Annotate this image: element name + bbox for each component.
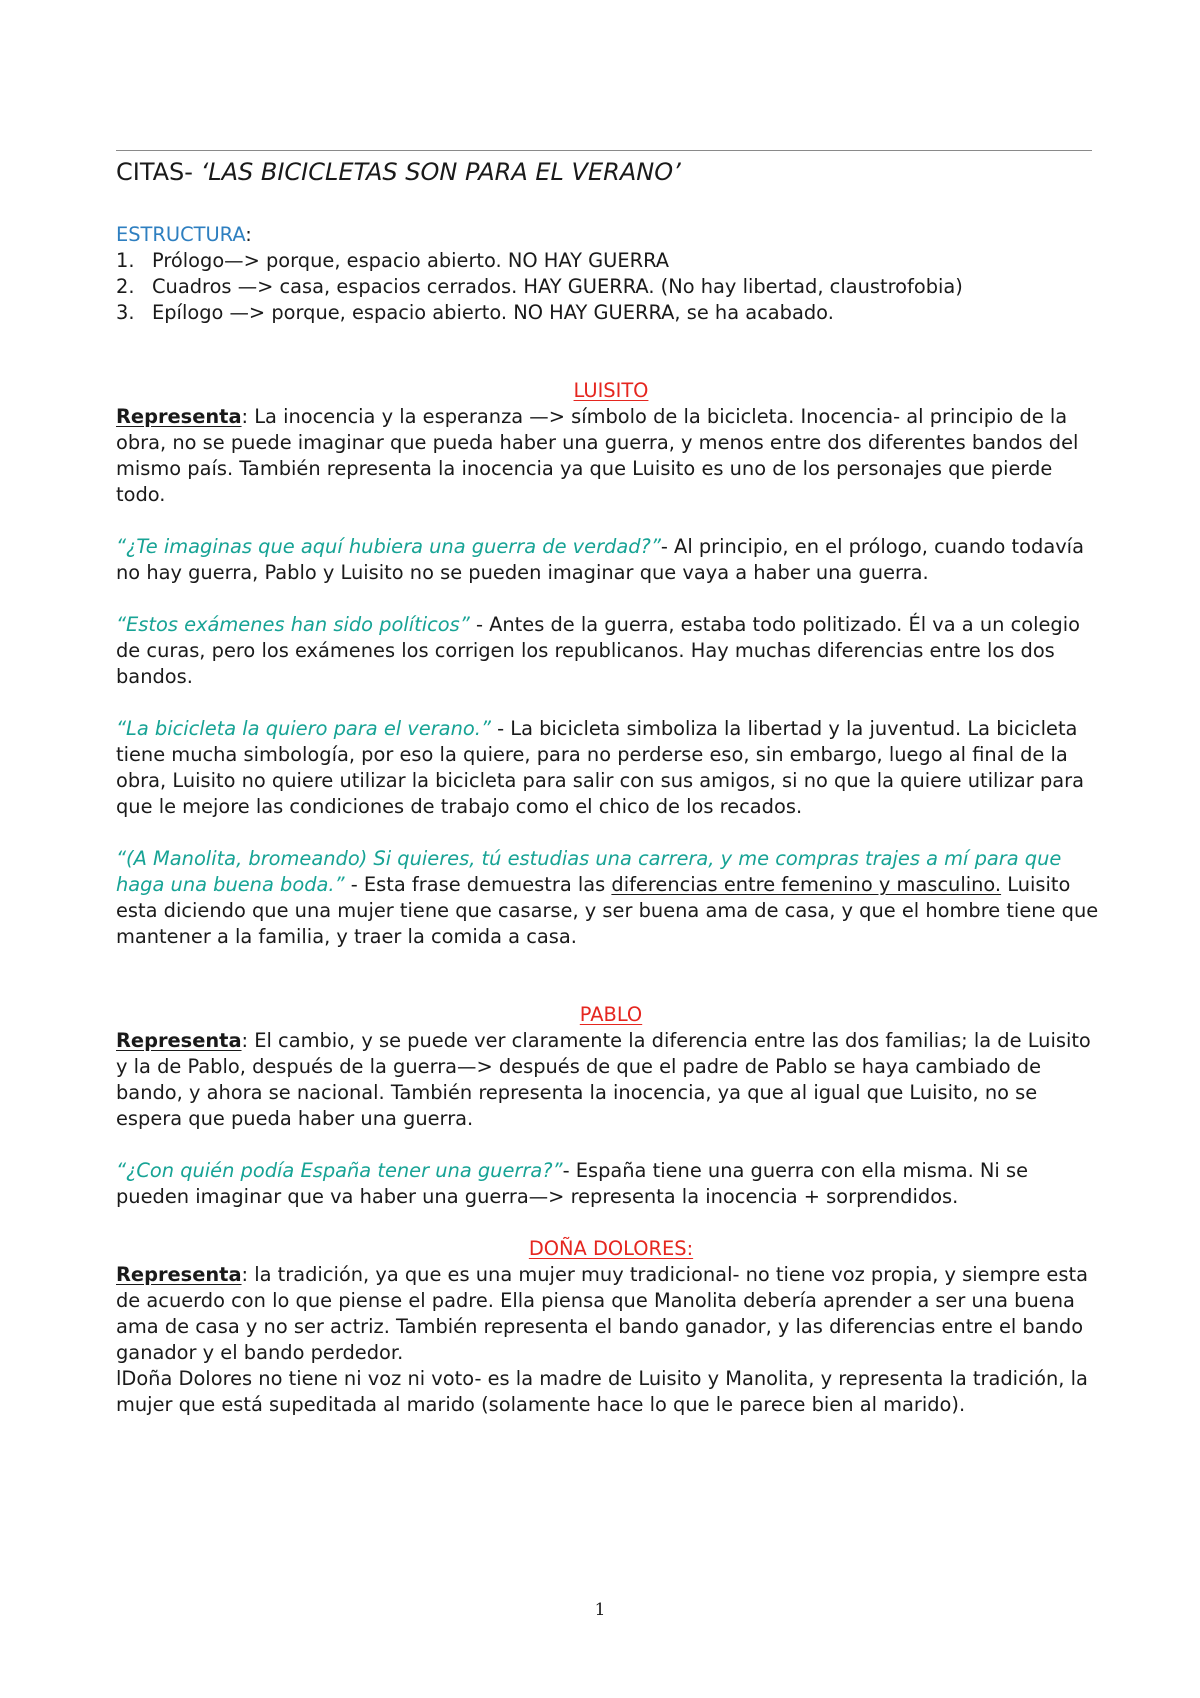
estructura-list [116,248,1106,326]
luisito-representa: Representa: La inocencia y la esperanza —> símbolo de la bicicleta. Inocencia- al principio de la obra, no se puede imaginar que pueda haber una guerra, y menos entre dos diferentes bandos del mismo país. También representa la inocencia ya que Luisito es uno de los personajes que pierde todo. [116,405,1079,506]
section-heading-luisito: LUISITO [573,379,649,402]
section-heading-pablo: PABLO [579,1003,643,1026]
header-rule [116,150,1092,151]
luisito-quote-2: “Estos exámenes han sido políticos” - Antes de la guerra, estaba todo politizado. Él va a un colegio de curas, pero los exámenes los corrigen los republicanos. Hay muchas diferencias entre los dos bandos. [116,613,1080,688]
estructura-heading: ESTRUCTURA: [116,223,252,246]
page-number: 1 [594,1600,606,1620]
pablo-quote: “¿Con quién podía España tener una guerra?”- España tiene una guerra con ella misma. Ni se pueden imaginar que va haber una guerra—> representa la inocencia + sorprendidos. [116,1159,1029,1208]
section-heading-dolores: DOÑA DOLORES: [528,1237,694,1260]
dolores-representa: Representa: la tradición, ya que es una mujer muy tradicional- no tiene voz propia, y siempre esta de acuerdo con lo que piense el padre. Ella piensa que Manolita debería aprender a ser una buena ama de casa y no ser actriz. También representa el bando ganador, y las diferencias entre el bando ganador y el bando perdedor. [116,1263,1088,1364]
estructura-item: 2. Cuadros —> casa, espacios cerrados. HAY GUERRA. (No hay libertad, claustrofobia) [116,275,963,298]
title-prefix: CITAS- [116,158,201,186]
dolores-extra: lDoña Dolores no tiene ni voz ni voto- es la madre de Luisito y Manolita, y representa la tradición, la mujer que está supeditada al marido (solamente hace lo que le parece bien al marido). [116,1367,1088,1416]
luisito-quote-1: “¿Te imaginas que aquí hubiera una guerra de verdad?”- Al principio, en el prólogo, cuando todavía no hay guerra, Pablo y Luisito no se pueden imaginar que vaya a haber una guerra. [116,535,1084,584]
estructura-item: 1. Prólogo—> porque, espacio abierto. NO HAY GUERRA [116,249,670,272]
document-title [116,158,681,186]
document-body [116,222,1106,1418]
luisito-quote-3: “La bicicleta la quiero para el verano.” - La bicicleta simboliza la libertad y la juventud. La bicicleta tiene mucha simbología, por eso la quiere, para no perderse eso, sin embargo, luego al final de la obra, Luisito no quiere utilizar la bicicleta para salir con sus amigos, si no que la quiere utilizar para que le mejore las condiciones de trabajo como el chico de los recados. [116,717,1084,818]
title-quote: ‘LAS BICICLETAS SON PARA EL VERANO’ [200,158,681,186]
estructura-item: 3. Epílogo —> porque, espacio abierto. NO HAY GUERRA, se ha acabado. [116,301,834,324]
luisito-quote-4: “(A Manolita, bromeando) Si quieres, tú estudias una carrera, y me compras trajes a mí para que haga una buena boda.” - Esta frase demuestra las diferencias entre femenino y masculino. Luisito esta diciendo que una mujer tiene que casarse, y ser buena ama de casa, y que el hombre tiene que mantener a la familia, y traer la comida a casa. [116,847,1099,948]
pablo-representa: Representa: El cambio, y se puede ver claramente la diferencia entre las dos familias; la de Luisito y la de Pablo, después de la guerra—> después de que el padre de Pablo se haya cambiado de bando, y ahora se nacional. También representa la inocencia, ya que al igual que Luisito, no se espera que pueda haber una guerra. [116,1029,1091,1130]
